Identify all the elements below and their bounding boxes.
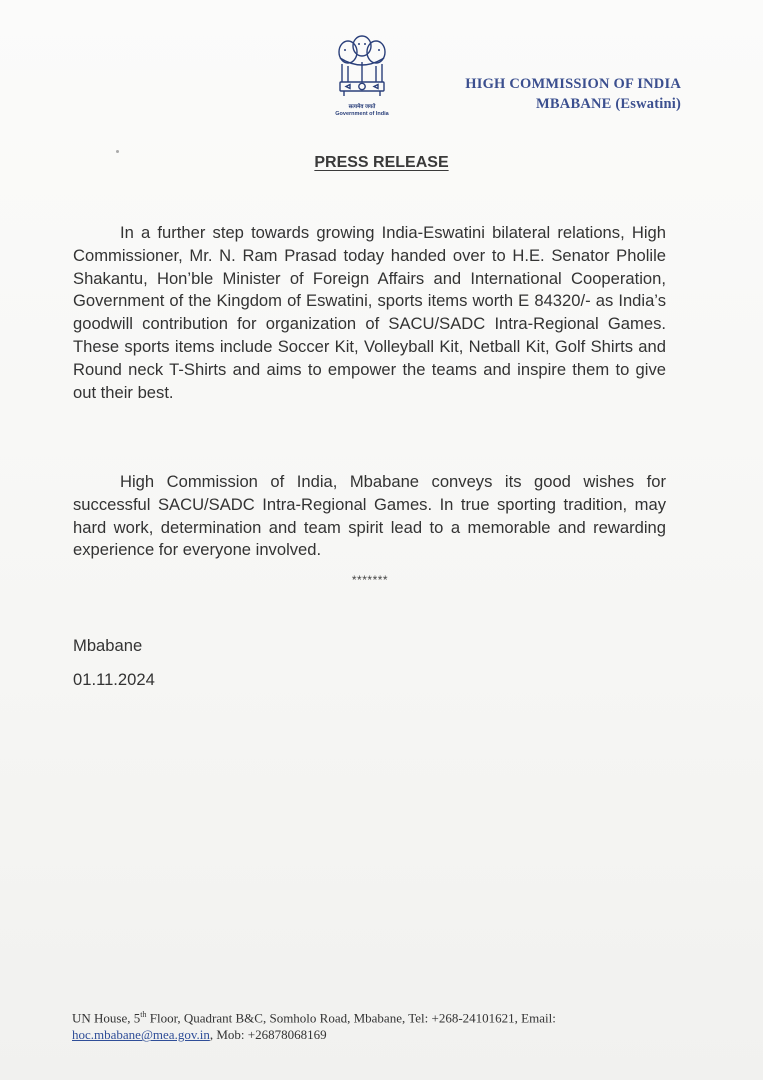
footer-address-pre: UN House, 5	[72, 1010, 141, 1026]
emblem-motto: सत्यमेव जयते	[348, 104, 376, 110]
paper-speck	[116, 150, 119, 153]
footer-address	[72, 1006, 672, 1043]
footer-address-post: Floor, Quadrant B&C, Somholo Road, Mbabane, Tel: +268-24101621, Email:	[146, 1010, 556, 1026]
separator: *******	[351, 573, 389, 587]
body-paragraph-2: High Commission of India, Mbabane conveys its good wishes for successful SACU/SADC Intra-Regional Games. In true sporting tradition, may hard work, determination and team spirit lead to a memorable and rewarding experience for everyone involved.	[73, 472, 666, 560]
email-link[interactable]: hoc.mbabane@mea.gov.in	[72, 1027, 210, 1043]
body-paragraph-1: In a further step towards growing India-Eswatini bilateral relations, High Commissioner, Mr. N. Ram Prasad today handed over to H.E. Senator Pholile Shakantu, Hon’ble Minister of Foreign Affairs and International Cooperation, Government of the Kingdom of Eswatini, sports items worth E 84320/- as India’s goodwill contribution for organization of SACU/SADC Intra-Regional Games. These sports items include Soccer Kit, Volleyball Kit, Netball Kit, Golf Shirts and Round neck T-Shirts and aims to empower the teams and inspire them to give out their best.	[73, 223, 666, 402]
letterhead-line2: MBABANE (Eswatini)	[536, 96, 681, 112]
place: Mbabane	[73, 636, 143, 655]
footer-mobile: , Mob: +26878068169	[209, 1027, 327, 1043]
letterhead	[465, 74, 681, 114]
emblem-caption	[322, 104, 402, 118]
letterhead-line1: HIGH COMMISSION OF INDIA	[465, 76, 681, 92]
emblem-caption-text: Government of India	[335, 111, 389, 117]
footer-address-sup: th	[140, 1010, 147, 1019]
date: 01.11.2024	[73, 670, 155, 689]
page-title	[0, 154, 763, 172]
page-title-text: PRESS RELEASE	[314, 154, 449, 171]
